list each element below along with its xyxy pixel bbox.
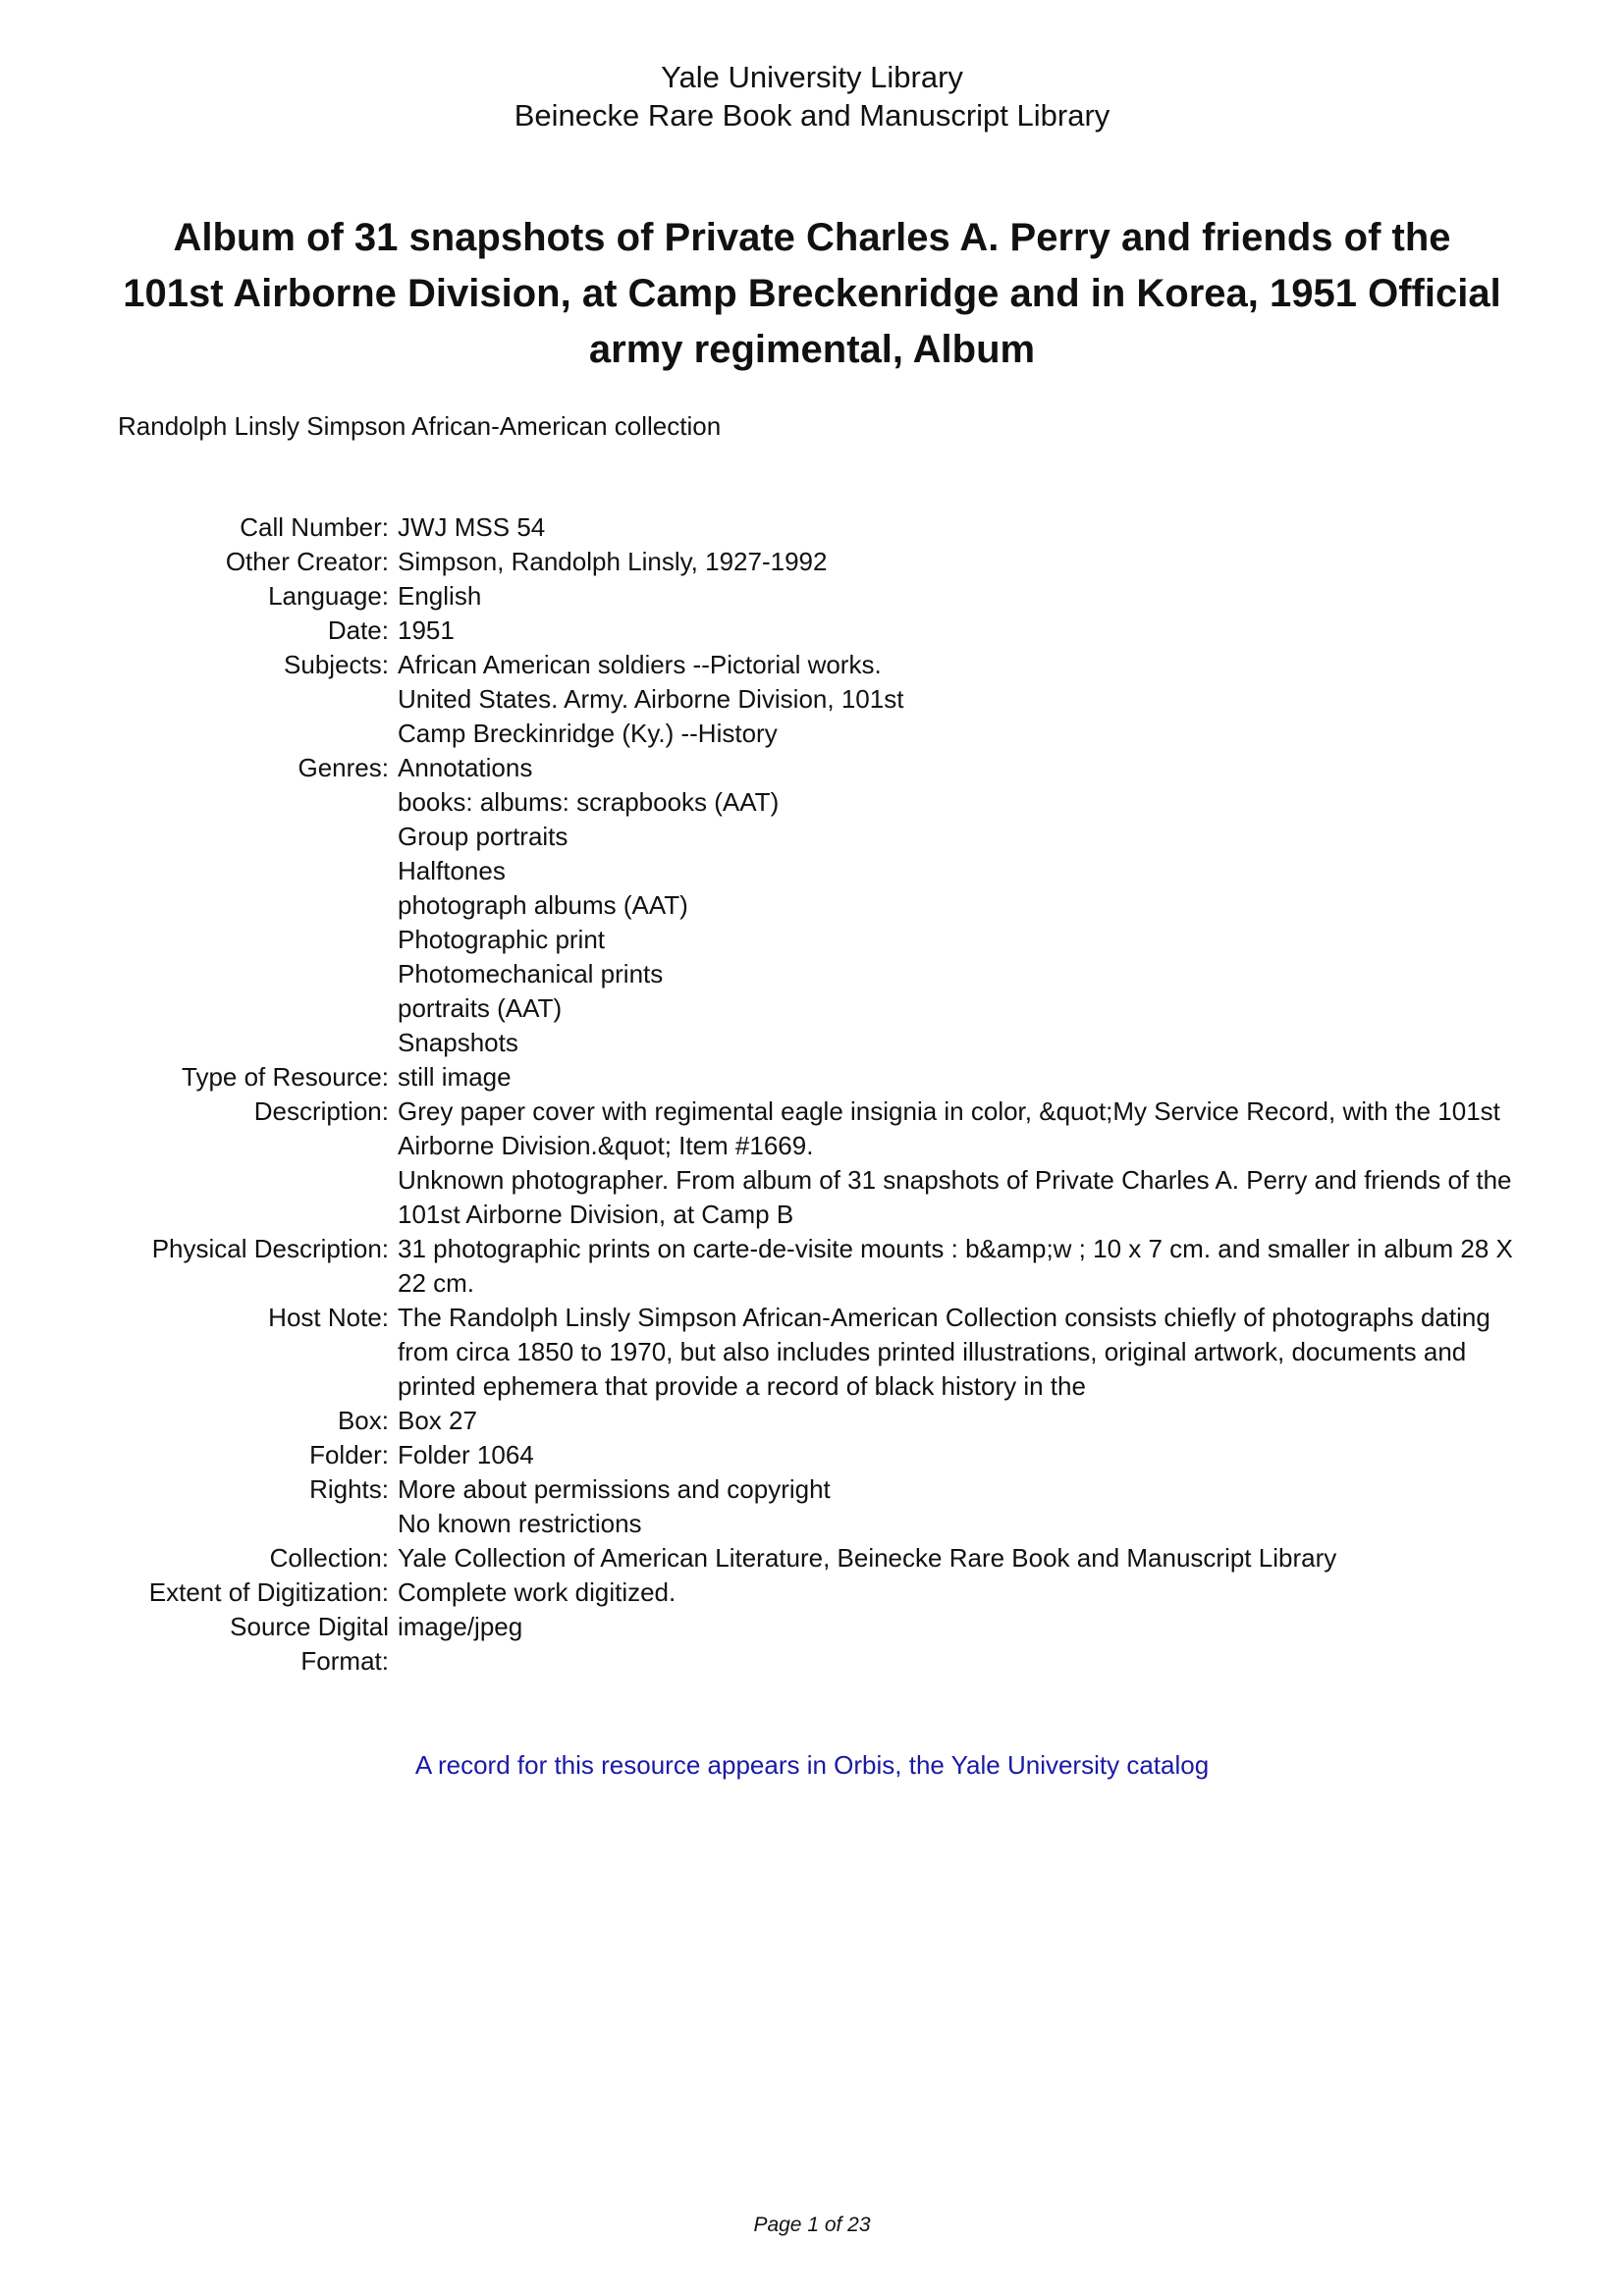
metadata-value: The Randolph Linsly Simpson African-American Collection consists chiefly of photographs dating from circa 1850 to 1970, but also includes printed illustrations, original artwork, documents and printed ephemera that provide a record of black history in the [398,1303,1490,1401]
metadata-label: Source Digital [230,1612,389,1641]
metadata-values [398,1404,1527,1438]
metadata-value: 31 photographic prints on carte-de-visite mounts : b&amp;w ; 10 x 7 cm. and smaller in album 28 X 22 cm. [398,1234,1513,1298]
metadata-value: 1951 [398,615,455,645]
metadata-value: image/jpeg [398,1612,523,1641]
metadata-values [398,510,1527,545]
metadata-row [0,1575,1624,1610]
page-number: Page 1 of 23 [753,2214,871,2236]
metadata-value: English [398,581,482,611]
metadata-label: Box: [337,1406,389,1435]
metadata-value: United States. Army. Airborne Division, 101st [398,684,904,714]
metadata-values [398,1060,1527,1095]
metadata-label: Other Creator: [225,547,389,576]
metadata-row [0,751,1624,1060]
metadata-value: books: albums: scrapbooks (AAT) [398,787,780,817]
library-name: Yale University Library [661,60,963,94]
metadata-values [398,1644,1527,1679]
metadata-label: Genres: [298,753,389,782]
metadata-value: Folder 1064 [398,1440,534,1469]
metadata-value: Box 27 [398,1406,477,1435]
metadata-label: Call Number: [240,512,389,542]
metadata-values [398,1438,1527,1472]
metadata-value: Unknown photographer. From album of 31 snapshots of Private Charles A. Perry and friends of the 101st Airborne Division, at Camp B [398,1165,1512,1229]
metadata-row [0,1404,1624,1438]
metadata-label: Host Note: [268,1303,389,1332]
sub-library-name: Beinecke Rare Book and Manuscript Library [514,98,1110,133]
metadata-value: photograph albums (AAT) [398,890,688,920]
metadata-values [398,1095,1527,1232]
metadata-row [0,1644,1624,1679]
metadata-value: Annotations [398,753,533,782]
metadata-value: Yale Collection of American Literature, Beinecke Rare Book and Manuscript Library [398,1543,1337,1573]
metadata-value: JWJ MSS 54 [398,512,546,542]
metadata-value: Snapshots [398,1028,518,1057]
record-title: Album of 31 snapshots of Private Charles A. Perry and friends of the 101st Airborne Division, at Camp Breckenridge and in Korea, 1951 Official army regimental, Album [123,216,1501,371]
metadata-values [398,1575,1527,1610]
metadata-label: Collection: [269,1543,389,1573]
metadata-row [0,648,1624,751]
metadata-value: Camp Breckinridge (Ky.) --History [398,719,778,748]
metadata-value: Halftones [398,856,506,885]
collection-name: Randolph Linsly Simpson African-American collection [118,411,722,441]
metadata-row [0,1301,1624,1404]
metadata-label: Folder: [309,1440,389,1469]
metadata-values [398,1610,1527,1644]
orbis-record-link[interactable]: A record for this resource appears in Orbis, the Yale University catalog [414,1750,1210,1780]
metadata-label: Language: [268,581,389,611]
metadata-value: Simpson, Randolph Linsly, 1927-1992 [398,547,828,576]
metadata-label: Subjects: [284,650,389,679]
metadata-label: Rights: [309,1474,389,1504]
metadata-value: Grey paper cover with regimental eagle insignia in color, &quot;My Service Record, with the 101st Airborne Division.&quot; Item #1669. [398,1096,1500,1160]
metadata-row [0,1438,1624,1472]
metadata-values [398,648,1527,751]
metadata-label: Date: [327,615,389,645]
metadata-value: Photomechanical prints [398,959,664,988]
metadata-row [0,545,1624,579]
metadata-row [0,1610,1624,1644]
metadata-row [0,510,1624,545]
metadata-row [0,1060,1624,1095]
metadata-label: Extent of Digitization: [148,1577,389,1607]
metadata-values [398,751,1527,1060]
metadata-value: Photographic print [398,925,606,954]
metadata-row [0,1095,1624,1232]
metadata-values [398,545,1527,579]
metadata-values [398,1541,1527,1575]
metadata-values [398,579,1527,614]
metadata-row [0,579,1624,614]
metadata-row [0,1472,1624,1541]
metadata-value[interactable]: More about permissions and copyright [398,1474,831,1504]
metadata-values [398,1232,1527,1301]
metadata-values [398,614,1527,648]
metadata-table [0,510,1624,1679]
metadata-values [398,1301,1527,1404]
metadata-row [0,1232,1624,1301]
metadata-value: Complete work digitized. [398,1577,677,1607]
metadata-label: Format: [300,1646,389,1676]
metadata-label: Physical Description: [151,1234,389,1263]
metadata-label: Description: [253,1096,389,1126]
metadata-value: still image [398,1062,512,1092]
metadata-row [0,614,1624,648]
metadata-value: portraits (AAT) [398,993,563,1023]
metadata-value: Group portraits [398,822,568,851]
metadata-row [0,1541,1624,1575]
metadata-value: No known restrictions [398,1509,642,1538]
metadata-values [398,1472,1527,1541]
metadata-label: Type of Resource: [182,1062,389,1092]
metadata-value: African American soldiers --Pictorial works. [398,650,882,679]
